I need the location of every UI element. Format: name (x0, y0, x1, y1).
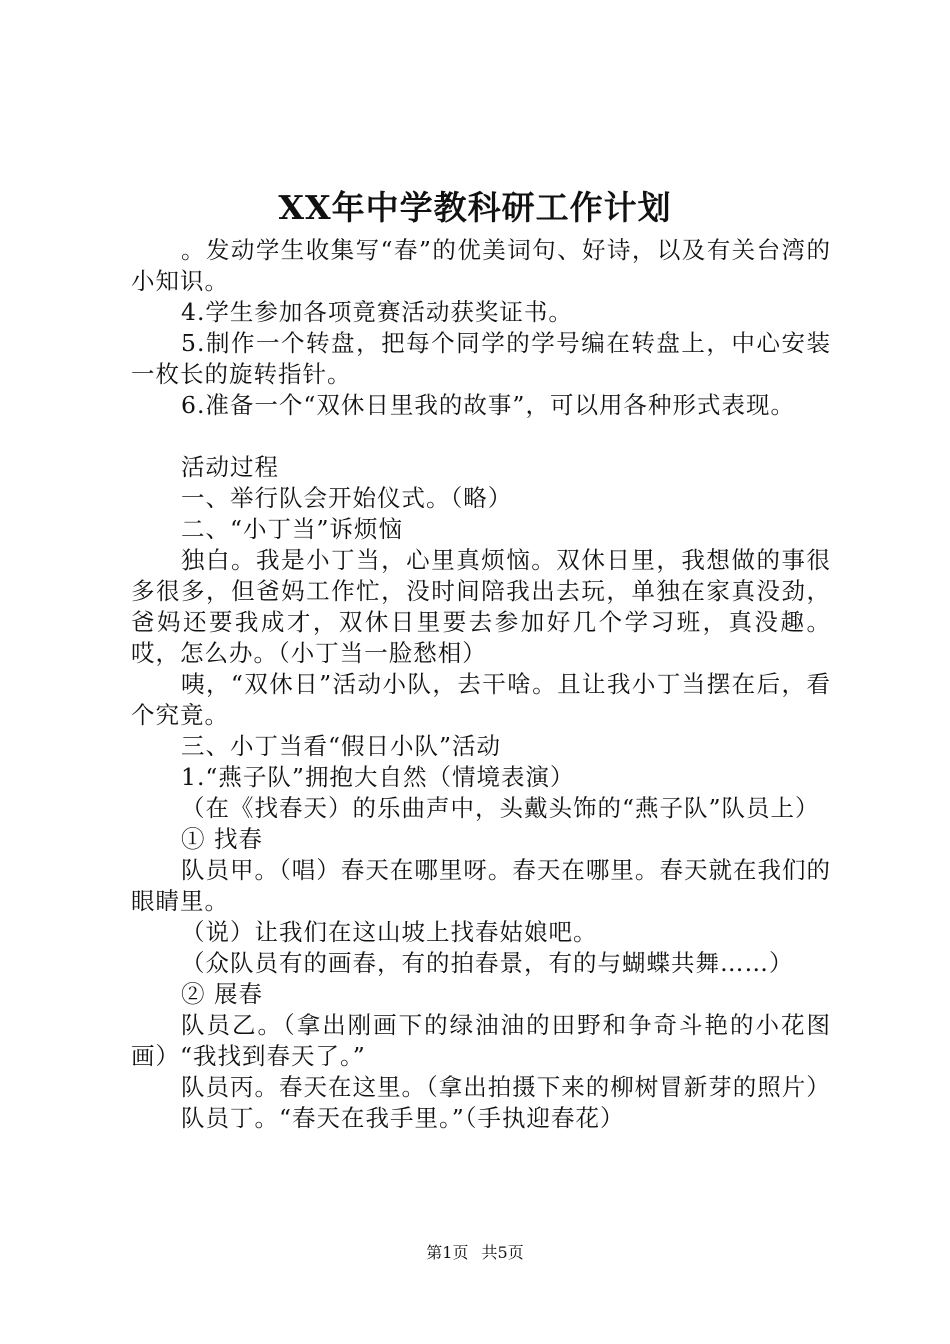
paragraph: 6.准备一个“双休日里我的故事”，可以用各种形式表现。 (181, 391, 795, 419)
paragraph: 咦，“双休日”活动小队，去干啥。且让我小丁当摆在后，看个究竟。 (131, 670, 831, 729)
paragraph: 队员甲。（唱）春天在哪里呀。春天在哪里。春天就在我们的眼睛里。 (131, 856, 831, 915)
paragraph: 三、小丁当看“假日小队”活动 (181, 732, 502, 760)
paragraph: 队员乙。（拿出刚画下的绿油油的田野和争奇斗艳的小花图画）“我找到春天了。” (131, 1011, 831, 1070)
paragraph: 队员丙。春天在这里。（拿出拍摄下来的柳树冒新芽的照片） (181, 1073, 831, 1101)
paragraph: （在《找春天）的乐曲声中，头戴头饰的“燕子队”队员上） (181, 794, 820, 822)
paragraph: ① 找春 (181, 825, 263, 853)
paragraph: （说）让我们在这山坡上找春姑娘吧。 (181, 918, 598, 946)
paragraph: 5.制作一个转盘，把每个同学的学号编在转盘上，中心安装一枚长的旋转指针。 (131, 329, 831, 388)
section-heading: 活动过程 (181, 453, 279, 481)
paragraph: 二、“小丁当”诉烦恼 (181, 515, 404, 543)
page-total: 共5页 (481, 1243, 524, 1262)
page-footer (0, 1241, 950, 1265)
paragraph: 。发动学生收集写“春”的优美词句、好诗，以及有关台湾的小知识。 (131, 236, 831, 295)
paragraph: 一、举行队会开始仪式。（略） (181, 484, 513, 512)
page-number: 第1页 (426, 1243, 469, 1262)
document-body (131, 235, 831, 1134)
paragraph: 4.学生参加各项竟赛活动获奖证书。 (181, 298, 573, 326)
paragraph: 独白。我是小丁当，心里真烦恼。双休日里，我想做的事很多很多，但爸妈工作忙，没时间陪我出去玩，单独在家真没劲，爸妈还要我成才，双休日里要去参加好几个学习班，真没趣。哎，怎么办。（小丁当一脸愁相） (131, 546, 831, 667)
paragraph: 1.“燕子队”拥抱大自然（情境表演） (181, 763, 575, 791)
paragraph: （众队员有的画春，有的拍春景，有的与蝴蝶共舞……） (181, 949, 794, 977)
paragraph: 队员丁。“春天在我手里。”（手执迎春花） (181, 1104, 625, 1132)
document-title: XX年中学教科研工作计划 (278, 188, 672, 227)
paragraph: ② 展春 (181, 980, 263, 1008)
